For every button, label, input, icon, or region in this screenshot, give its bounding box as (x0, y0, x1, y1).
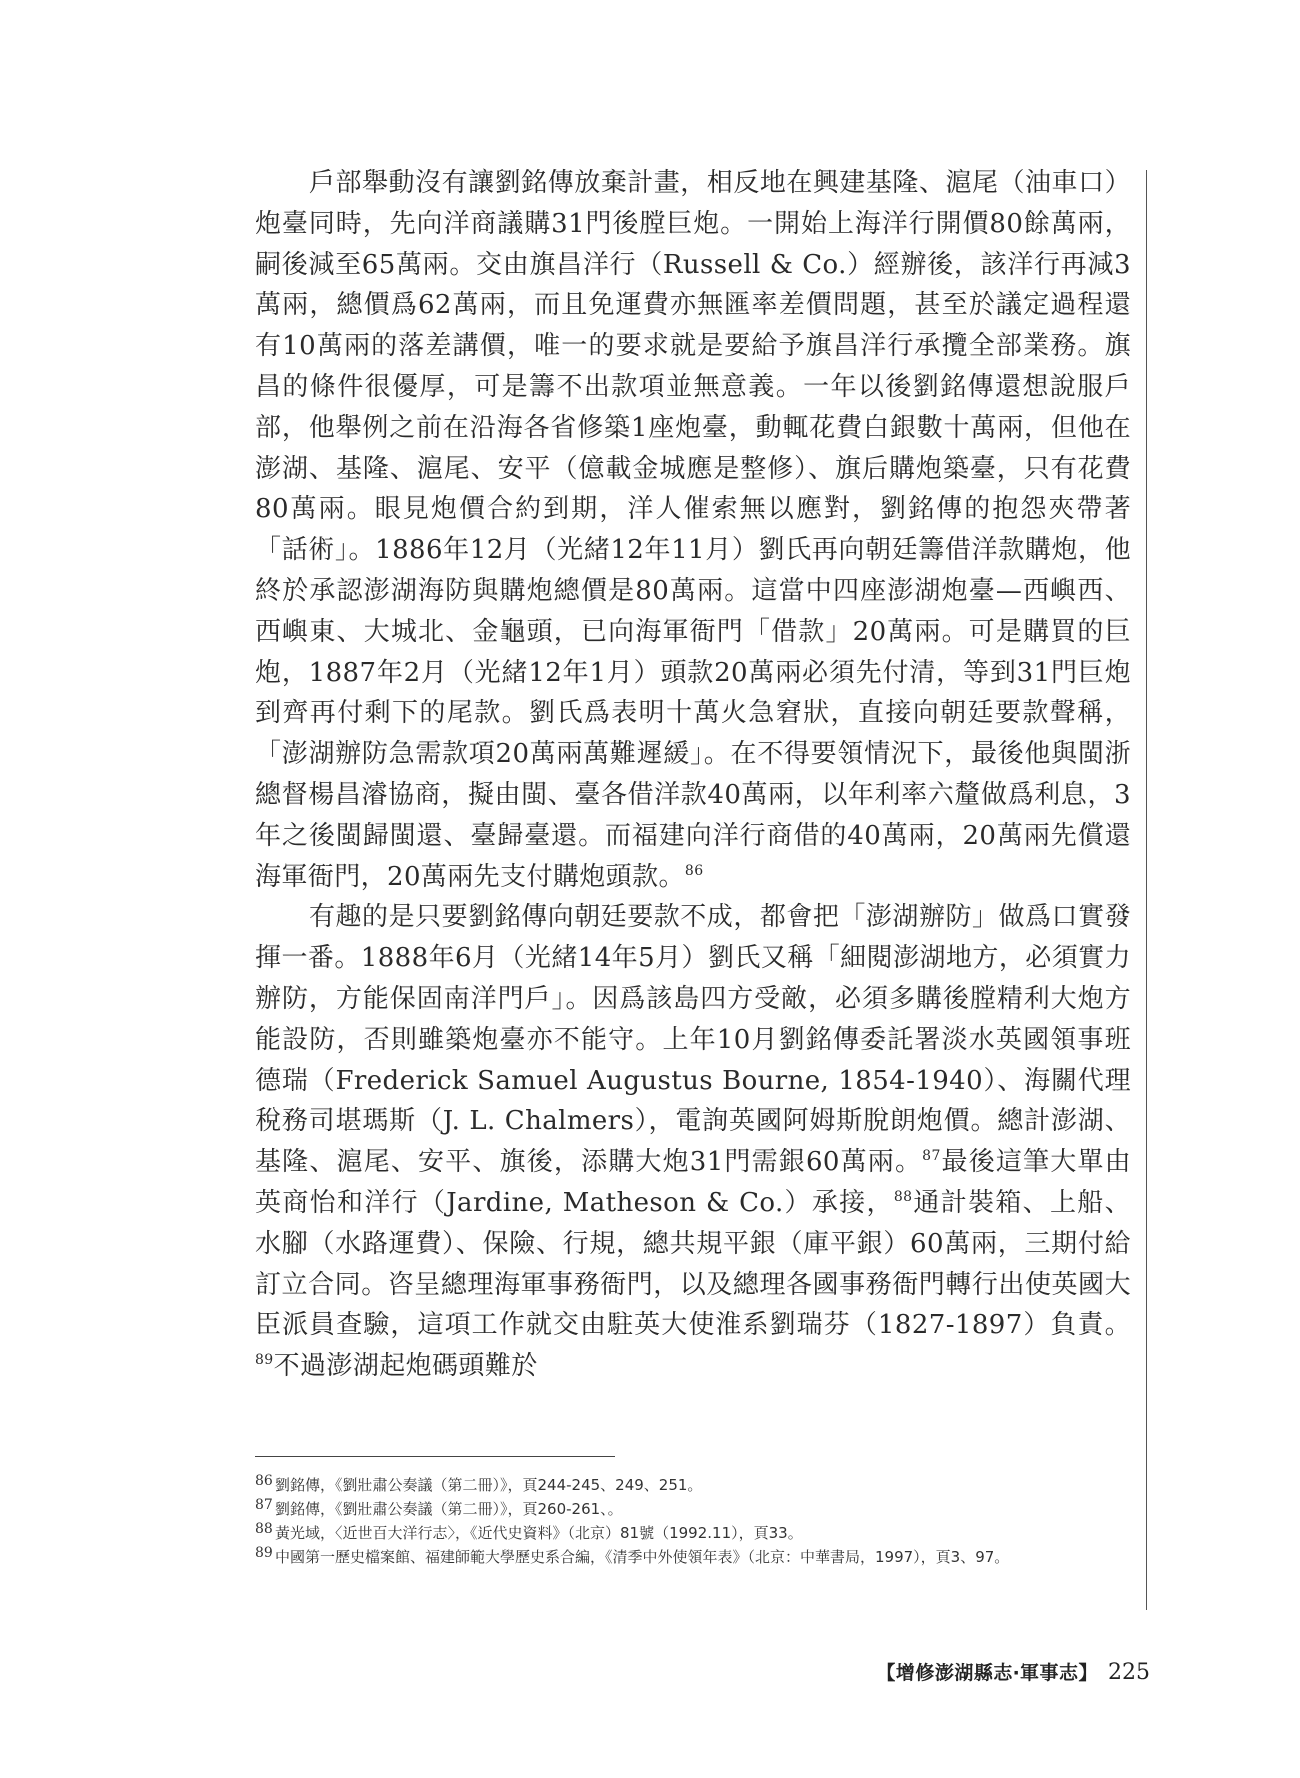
paragraph-2-text-b: 最後這筆大單由英商怡和洋行（Jardine, Matheson & Co.）承接， (255, 1147, 1131, 1218)
footnote-ref-89[interactable]: 89 (255, 1352, 274, 1369)
paragraph-2-text-d: 不過澎湖起炮碼頭難於 (273, 1351, 538, 1382)
margin-rule (1146, 170, 1147, 1610)
footnote-86 (255, 1474, 1135, 1496)
footnote-text: 黃光域，〈近世百大洋行志〉，《近代史資料》（北京）81號（1992.11），頁33。 (275, 1524, 803, 1542)
footnote-ref-86[interactable]: 86 (684, 862, 704, 879)
footnote-89 (255, 1546, 1135, 1568)
footnote-ref-87[interactable]: 87 (922, 1148, 941, 1165)
footnote-ref-88[interactable]: 88 (893, 1188, 913, 1205)
footnote-text: 劉銘傳，《劉壯肅公奏議（第二冊）》，頁260-261、。 (275, 1500, 623, 1518)
paragraph-2-text-a: 有趣的是只要劉銘傳向朝廷要款不成，都會把「澎湖辦防」做爲口實發揮一番。1888年6月（光緒14年5月）劉氏又稱「細閱澎湖地方，必須實力辦防，方能保固南洋門戶」。因爲該島四方受敵，必須多購後膛精利大炮方能設防，否則雖築炮臺亦不能守。上年10月劉銘傳委託署淡水英國領事班德瑞（Frederick Samuel Augustus Bourne, 1854-1940）、海關代理稅務司堪瑪斯（J. L. Chalmers），電詢英國阿姆斯脫朗炮價。總計澎湖、基隆、滬尾、安平、旗後，添購大炮31門需銀60萬兩。 (255, 902, 1131, 1178)
footnote-88 (255, 1522, 1135, 1544)
page-number: 225 (1108, 1660, 1150, 1685)
footnote-separator (255, 1456, 615, 1457)
paragraph-2 (255, 897, 1131, 1387)
paragraph-2-text-c: 通計裝箱、上船、水腳（水路運費）、保險、行規，總共規平銀（庫平銀）60萬兩，三期付給訂立合同。咨呈總理海軍事務衙門，以及總理各國事務衙門轉行出使英國大臣派員查驗，這項工作就交由駐英大使淮系劉瑞芬（1827-1897）負責。 (255, 1187, 1132, 1341)
footnote-text: 中國第一歷史檔案館、福建師範大學歷史系合編，《清季中外使領年表》（北京：中華書局，1997），頁3、97。 (275, 1548, 1010, 1566)
footnote-number: 86 (255, 1473, 273, 1489)
paragraph-1-text: 戶部舉動沒有讓劉銘傳放棄計畫，相反地在興建基隆、滬尾（油車口）炮臺同時，先向洋商議購31門後膛巨炮。一開始上海洋行開價80餘萬兩，嗣後減至65萬兩。交由旗昌洋行（Russell & Co.）經辦後，該洋行再減3萬兩，總價爲62萬兩，而且免運費亦無匯率差價問題，甚至於議定過程還有10萬兩的落差講價，唯一的要求就是要給予旗昌洋行承攬全部業務。旗昌的條件很優厚，可是籌不出款項並無意義。一年以後劉銘傳還想說服戶部，他舉例之前在沿海各省修築1座炮臺，動輒花費白銀數十萬兩，但他在澎湖、基隆、滬尾、安平（億載金城應是整修）、旗后購炮築臺，只有花費80萬兩。眼見炮價合約到期，洋人催索無以應對，劉銘傳的抱怨夾帶著「話術」。1886年12月（光緒12年11月）劉氏再向朝廷籌借洋款購炮，他終於承認澎湖海防與購炮總價是80萬兩。這當中四座澎湖炮臺—西嶼西、西嶼東、大城北、金龜頭，已向海軍衙門「借款」20萬兩。可是購買的巨炮，1887年2月（光緒12年1月）頭款20萬兩必須先付清，等到31門巨炮到齊再付剩下的尾款。劉氏爲表明十萬火急窘狀，直接向朝廷要款聲稱，「澎湖辦防急需款項20萬兩萬難遲緩」。在不得要領情況下，最後他與閩浙總督楊昌濬協商，擬由閩、臺各借洋款40萬兩，以年利率六釐做爲利息，3年之後閩歸閩還、臺歸臺還。而福建向洋行商借的40萬兩，20萬兩先償還海軍衙門，20萬兩先支付購炮頭款。 (255, 168, 1131, 892)
footnotes (255, 1474, 1135, 1570)
book-title: 【增修澎湖縣志‧軍事志】 (876, 1662, 1098, 1684)
paragraph-1 (255, 163, 1131, 897)
footnote-number: 88 (255, 1521, 273, 1537)
running-footer (876, 1658, 1150, 1685)
footnote-87 (255, 1498, 1135, 1520)
footnote-number: 89 (255, 1545, 273, 1561)
footnote-number: 87 (255, 1497, 273, 1513)
main-text (255, 163, 1131, 1387)
footnote-text: 劉銘傳，《劉壯肅公奏議（第二冊）》，頁244-245、249、251。 (275, 1476, 703, 1494)
